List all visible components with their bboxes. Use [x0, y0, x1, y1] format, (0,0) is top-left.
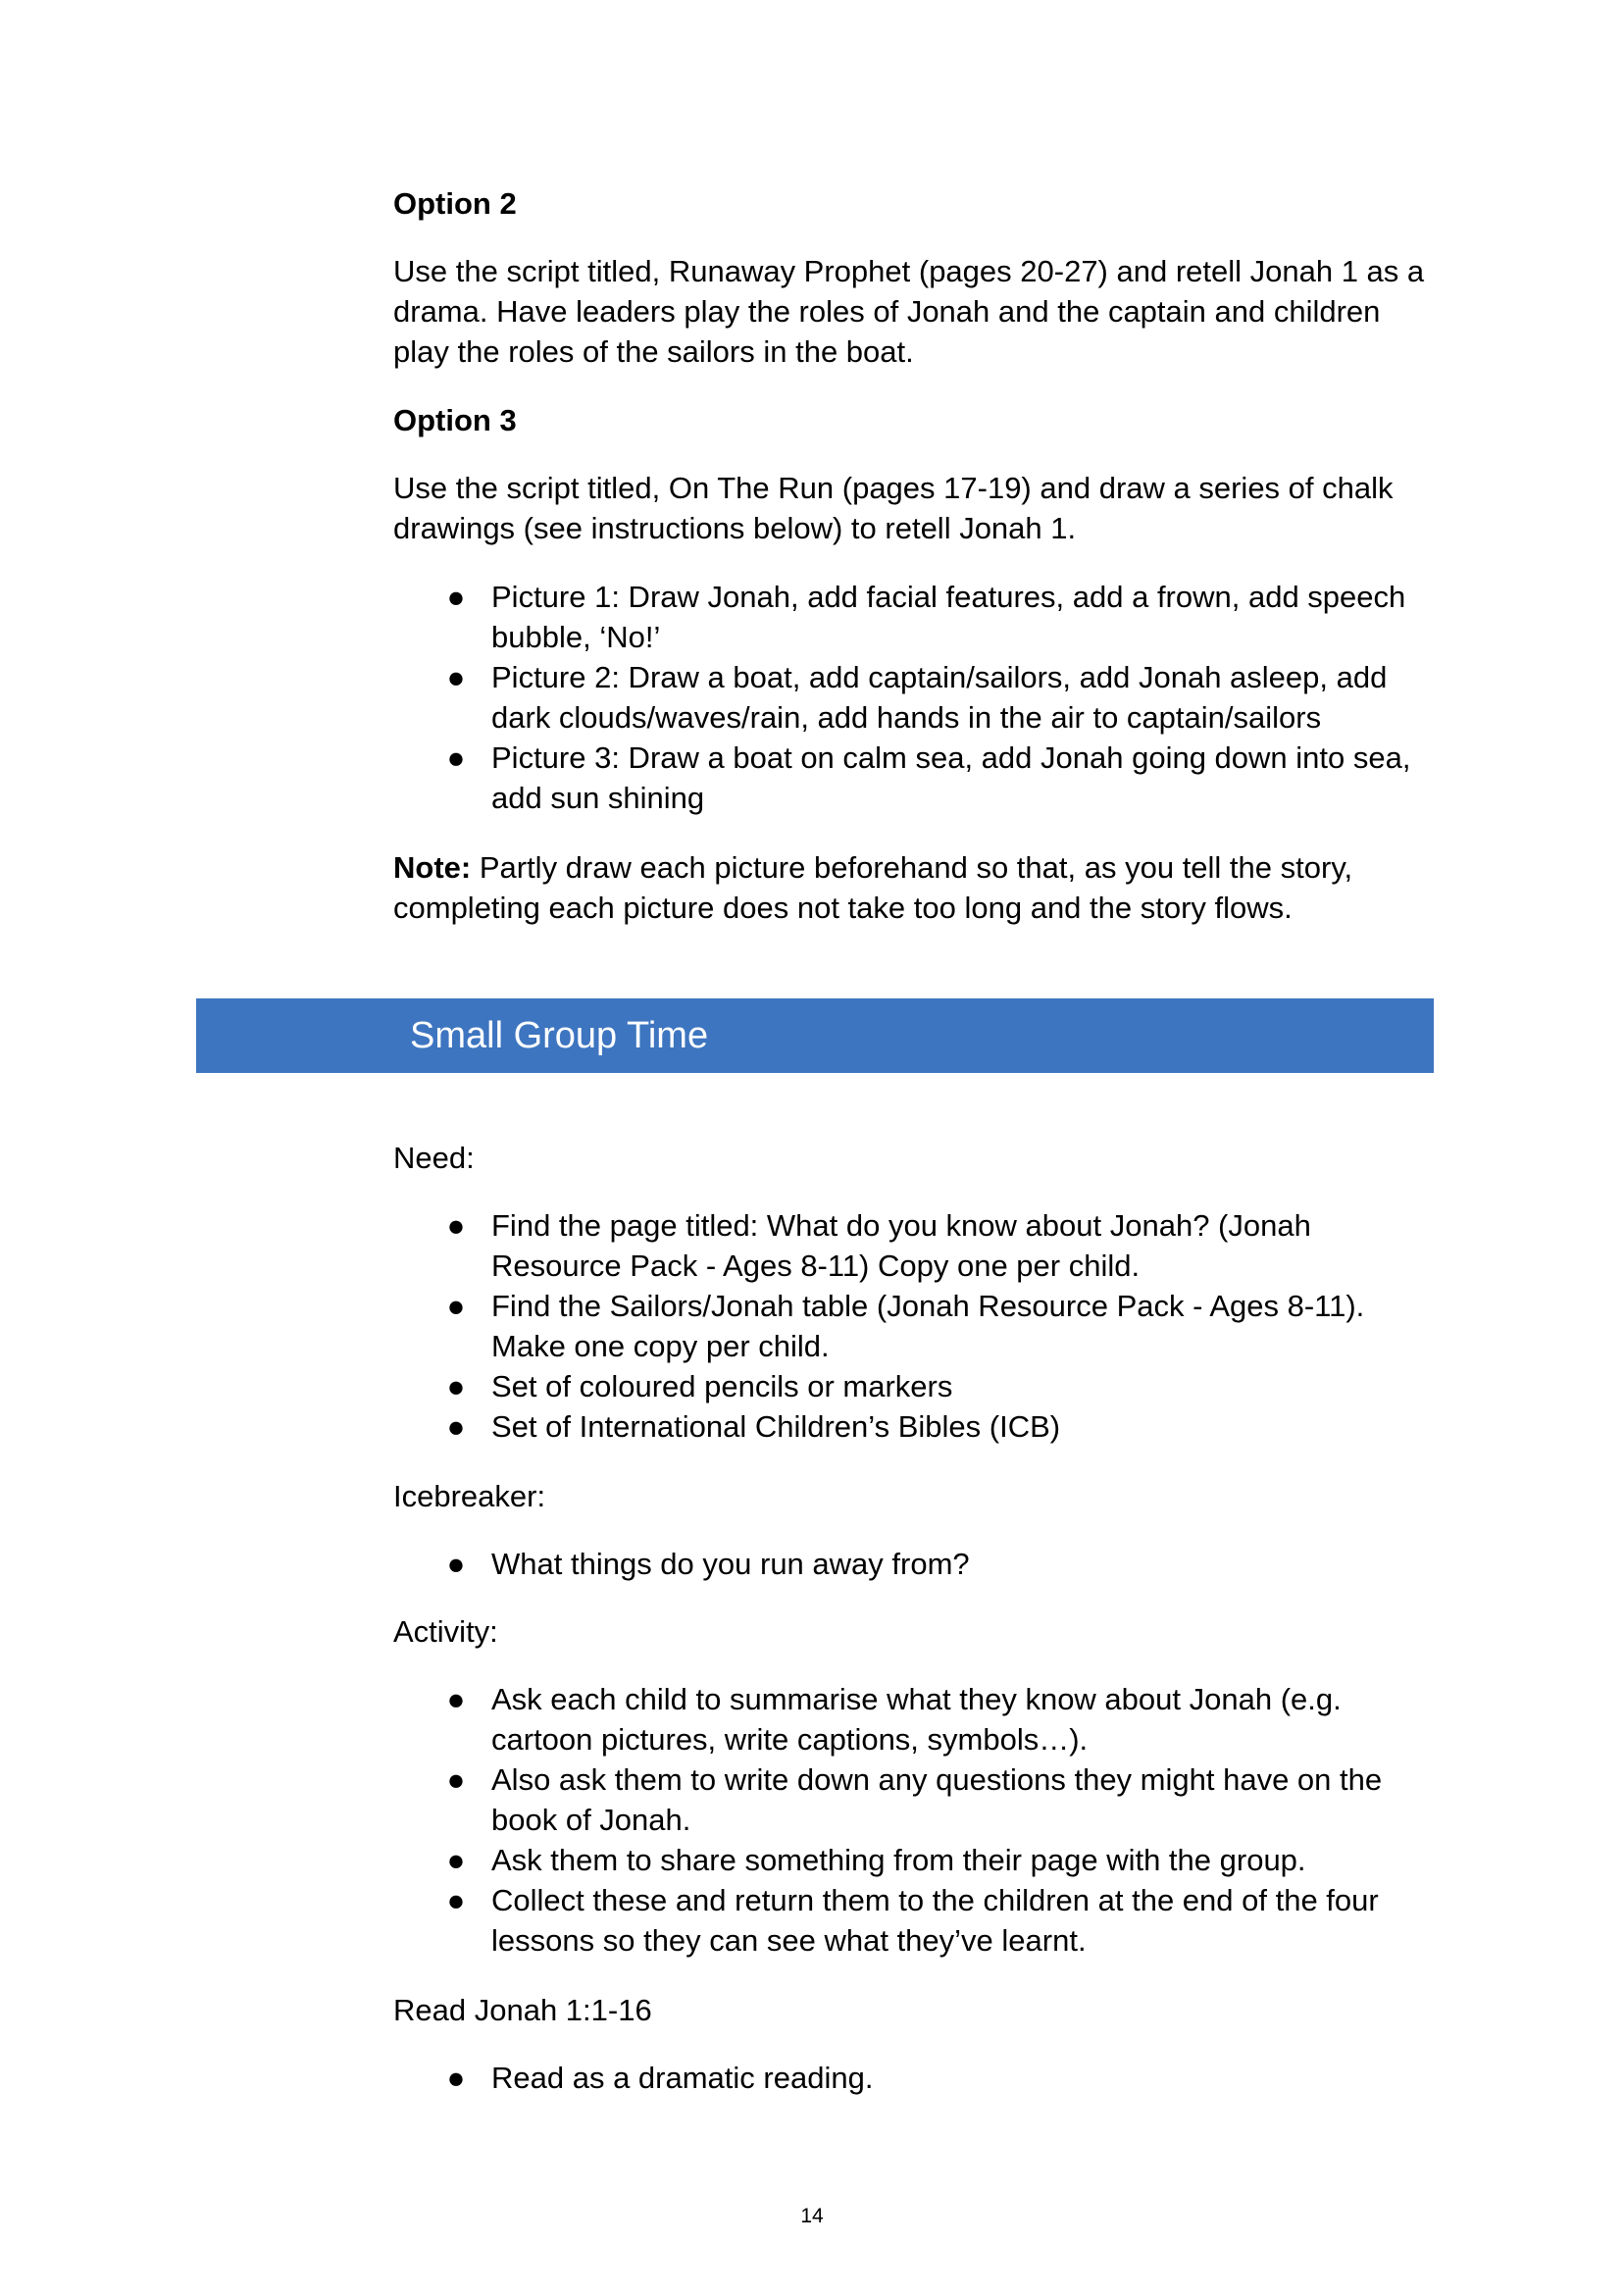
list-item-text: Read as a dramatic reading.	[491, 2061, 874, 2095]
icebreaker-list-block	[393, 1544, 1435, 1584]
need-list-block	[393, 1205, 1435, 1447]
reading-label: Read Jonah 1:1-16	[393, 1993, 652, 2027]
bullet-icon: ●	[446, 1682, 466, 1716]
list-item	[393, 1880, 1435, 1961]
list-item	[393, 1205, 1435, 1286]
option-3-paragraph-block	[393, 468, 1435, 548]
need-bullet-list	[393, 1205, 1435, 1447]
note-text: Partly draw each picture beforehand so that, as you tell the story, completing each picture does not take too long and the story flows.	[393, 850, 1353, 925]
list-item	[393, 738, 1435, 818]
bullet-icon: ●	[446, 2061, 466, 2095]
list-item-text: Find the page titled: What do you know about Jonah? (Jonah Resource Pack - Ages 8-11) Copy one per child.	[491, 1208, 1311, 1283]
section-banner	[196, 998, 1434, 1073]
bullet-icon: ●	[446, 1762, 466, 1797]
bullet-icon: ●	[446, 1409, 466, 1444]
bullet-icon: ●	[446, 1289, 466, 1323]
list-item	[393, 1366, 1435, 1406]
list-item-text: Ask each child to summarise what they know about Jonah (e.g. cartoon pictures, write captions, symbols…).	[491, 1682, 1342, 1757]
reading-bullet-list	[393, 2058, 1435, 2098]
list-item-text: Ask them to share something from their page with the group.	[491, 1843, 1306, 1877]
option-3-body: Use the script titled, On The Run (pages 17-19) and draw a series of chalk drawings (see instructions below) to retell Jonah 1.	[393, 471, 1394, 545]
bullet-icon: ●	[446, 1547, 466, 1581]
icebreaker-bullet-list	[393, 1544, 1435, 1584]
bullet-icon: ●	[446, 580, 466, 614]
list-item	[393, 1286, 1435, 1366]
note-label: Note:	[393, 850, 472, 885]
page-number: 14	[800, 2205, 824, 2227]
list-item	[393, 1406, 1435, 1447]
activity-label: Activity:	[393, 1614, 498, 1649]
activity-list-block	[393, 1679, 1435, 1961]
list-item	[393, 657, 1435, 738]
option-2-paragraph-block	[393, 251, 1435, 372]
note-block	[393, 847, 1435, 928]
reading-list-block	[393, 2058, 1435, 2098]
option-3-bullet-list	[393, 577, 1435, 818]
bullet-icon: ●	[446, 660, 466, 694]
list-item-text: Picture 3: Draw a boat on calm sea, add Jonah going down into sea, add sun shining	[491, 740, 1411, 815]
need-label: Need:	[393, 1141, 475, 1175]
option-2-body: Use the script titled, Runaway Prophet (pages 20-27) and retell Jonah 1 as a drama. Have leaders play the roles of Jonah and the captain and children play the roles of the sailors in the boat.	[393, 254, 1425, 369]
option-2-heading: Option 2	[393, 186, 517, 221]
list-item	[393, 1759, 1435, 1840]
activity-bullet-list	[393, 1679, 1435, 1961]
bullet-icon: ●	[446, 1208, 466, 1243]
list-item-text: Collect these and return them to the children at the end of the four lessons so they can see what they’ve learnt.	[491, 1883, 1379, 1958]
list-item-text: Set of coloured pencils or markers	[491, 1369, 953, 1403]
bullet-icon: ●	[446, 740, 466, 775]
option-3-heading: Option 3	[393, 403, 517, 437]
list-item	[393, 1544, 1435, 1584]
icebreaker-label: Icebreaker:	[393, 1479, 546, 1513]
list-item	[393, 1679, 1435, 1759]
list-item-text: What things do you run away from?	[491, 1547, 970, 1581]
list-item-text: Set of International Children’s Bibles (ICB)	[491, 1409, 1061, 1444]
bullet-icon: ●	[446, 1843, 466, 1877]
note-paragraph	[393, 847, 1435, 928]
list-item-text: Find the Sailors/Jonah table (Jonah Resource Pack - Ages 8-11). Make one copy per child.	[491, 1289, 1365, 1363]
activity-label-block	[393, 1611, 1435, 1652]
bullet-icon: ●	[446, 1369, 466, 1403]
list-item	[393, 577, 1435, 657]
section-title: Small Group Time	[410, 1015, 709, 1056]
option-3-list-block	[393, 577, 1435, 818]
option-2-heading-block	[393, 183, 1435, 224]
list-item	[393, 2058, 1435, 2098]
list-item-text: Picture 2: Draw a boat, add captain/sailors, add Jonah asleep, add dark clouds/waves/rain, add hands in the air to captain/sailors	[491, 660, 1388, 735]
need-label-block	[393, 1138, 1435, 1178]
list-item	[393, 1840, 1435, 1880]
list-item-text: Picture 1: Draw Jonah, add facial features, add a frown, add speech bubble, ‘No!’	[491, 580, 1406, 654]
bullet-icon: ●	[446, 1883, 466, 1917]
reading-label-block	[393, 1990, 1435, 2030]
icebreaker-label-block	[393, 1476, 1435, 1516]
option-3-heading-block	[393, 400, 1435, 440]
list-item-text: Also ask them to write down any questions they might have on the book of Jonah.	[491, 1762, 1383, 1837]
